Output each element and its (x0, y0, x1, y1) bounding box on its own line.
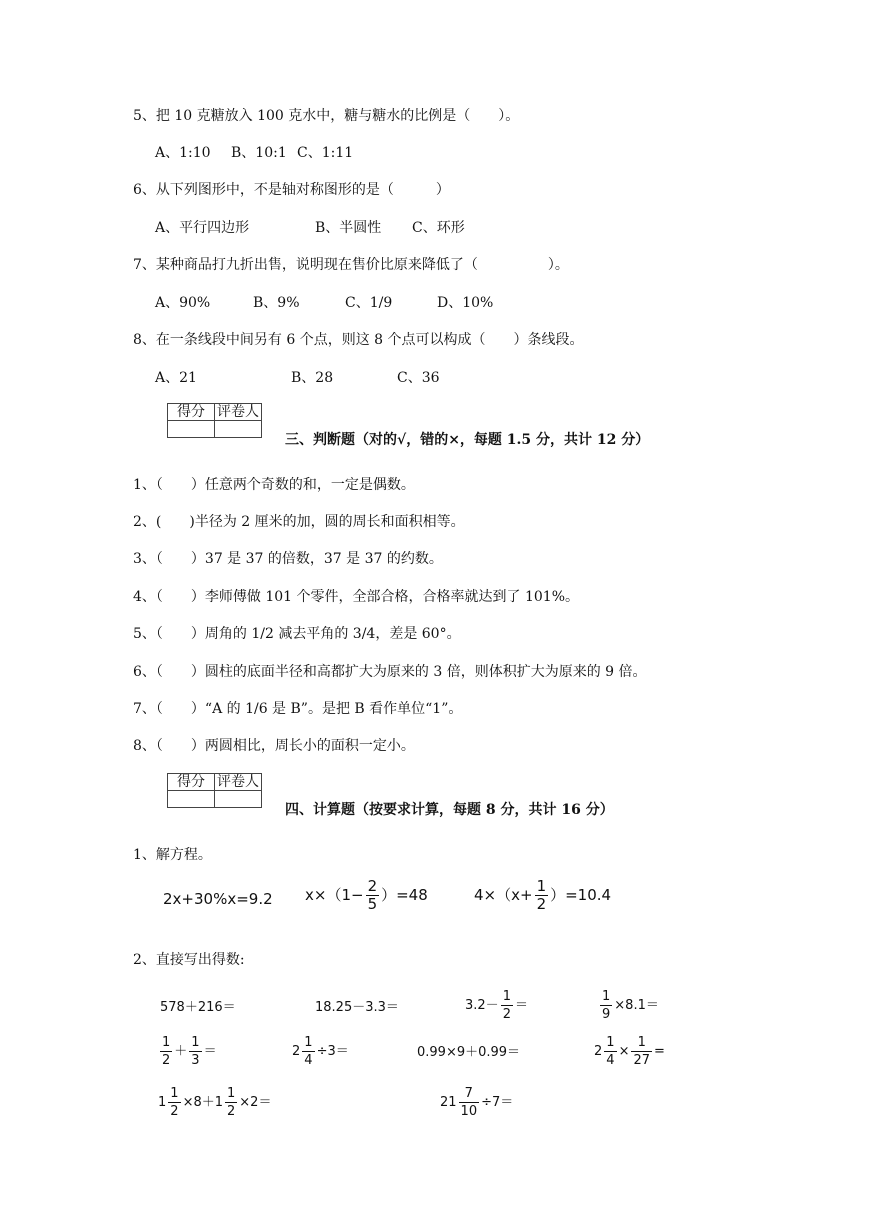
judge-item-1: 1、（ ）任意两个奇数的和，一定是偶数。 (133, 477, 415, 493)
calc-question-2: 2、直接写出得数: (133, 952, 245, 968)
option-7a: A、90% (155, 295, 211, 311)
calc-4: $\frac{1}{9}$ ×8.1＝ (602, 989, 659, 1022)
score-label: 得分 (168, 774, 215, 791)
option-6a: A、平行四边形 (155, 220, 250, 236)
fraction: $\frac{1}{2}$ (162, 1035, 171, 1068)
fraction: $\frac{1}{4}$ (606, 1035, 615, 1068)
calc-question-1: 1、解方程。 (133, 847, 212, 863)
judge-item-8: 8、（ ）两圆相比，周长小的面积一定小。 (133, 738, 415, 754)
judge-item-4: 4、（ ）李师傅做 101 个零件，全部合格，合格率就达到了 101%。 (133, 589, 580, 605)
calc-8: 2 $\frac{1}{4}$ × $\frac{1}{27}$ = (594, 1035, 665, 1068)
fraction: $\frac{1}{2}$ (170, 1086, 179, 1119)
fraction: $\frac{1}{2}$ (536, 877, 547, 913)
judge-item-3: 3、（ ）37 是 37 的倍数，37 是 37 的约数。 (133, 551, 443, 567)
equation-1: 2x+30%x=9.2 (163, 890, 273, 908)
score-label: 得分 (168, 404, 215, 421)
judge-item-5: 5、（ ）周角的 1/2 减去平角的 3/4，差是 60°。 (133, 626, 461, 642)
option-6b: B、半圆性 (315, 220, 382, 236)
calc-10: 21 $\frac{7}{10}$ ÷7＝ (440, 1086, 514, 1119)
question-8: 8、在一条线段中间另有 6 个点，则这 8 个点可以构成（ ）条线段。 (133, 332, 584, 348)
fraction: $\frac{1}{2}$ (502, 989, 511, 1022)
fraction: $\frac{1}{9}$ (602, 989, 611, 1022)
option-7d: D、10% (437, 295, 494, 311)
option-5b: B、10:1 (231, 145, 287, 161)
score-table-2 (167, 773, 262, 808)
calc-7: 0.99×9＋0.99＝ (417, 1045, 521, 1060)
calc-9: 1 $\frac{1}{2}$ ×8＋1 $\frac{1}{2}$ ×2＝ (158, 1086, 272, 1119)
calc-6: 2 $\frac{1}{4}$ ÷3＝ (292, 1035, 349, 1068)
option-7c: C、1/9 (345, 295, 393, 311)
option-8a: A、21 (155, 370, 197, 386)
option-8b: B、28 (291, 370, 334, 386)
option-6c: C、环形 (412, 220, 465, 236)
grader-label: 评卷人 (215, 774, 262, 791)
calc-3: 3.2－ $\frac{1}{2}$ ＝ (465, 989, 528, 1022)
calc-5: $\frac{1}{2}$ ＋ $\frac{1}{3}$ ＝ (162, 1035, 217, 1068)
question-5: 5、把 10 克糖放入 100 克水中，糖与糖水的比例是（ ）。 (133, 108, 520, 124)
equation-3: 4×（x+ $\frac{1}{2}$ ）=10.4 (474, 877, 612, 913)
judge-item-7: 7、（ ）“A 的 1/6 是 B”。是把 B 看作单位“1”。 (133, 701, 463, 717)
option-5a: A、1:10 (155, 145, 211, 161)
judge-item-6: 6、（ ）圆柱的底面半径和高都扩大为原来的 3 倍，则体积扩大为原来的 9 倍。 (133, 664, 647, 680)
fraction: $\frac{1}{2}$ (227, 1086, 236, 1119)
fraction: $\frac{7}{10}$ (460, 1086, 478, 1119)
judge-item-2: 2、( )半径为 2 厘米的加，圆的周长和面积相等。 (133, 514, 465, 530)
fraction: $\frac{1}{27}$ (633, 1035, 651, 1068)
score-table (167, 403, 262, 438)
calc-1: 578＋216＝ (160, 1000, 236, 1015)
grader-label: 评卷人 (215, 404, 262, 421)
score-cell (168, 421, 215, 438)
calc-2: 18.25－3.3＝ (315, 1000, 399, 1015)
fraction: $\frac{1}{4}$ (304, 1035, 313, 1068)
score-cell (168, 791, 215, 808)
option-5c: C、1:11 (297, 145, 354, 161)
section-4-title: 四、计算题（按要求计算，每题 8 分，共计 16 分） (285, 802, 614, 818)
grader-cell (215, 791, 262, 808)
option-7b: B、9% (253, 295, 300, 311)
grader-cell (215, 421, 262, 438)
question-7: 7、某种商品打九折出售，说明现在售价比原来降低了（ ）。 (133, 257, 569, 273)
fraction: $\frac{1}{3}$ (191, 1035, 200, 1068)
option-8c: C、36 (397, 370, 440, 386)
equation-2: x×（1− $\frac{2}{5}$ ）=48 (305, 877, 428, 913)
question-6: 6、从下列图形中，不是轴对称图形的是（ ） (133, 182, 450, 198)
fraction: $\frac{2}{5}$ (367, 877, 378, 913)
section-3-title: 三、判断题（对的√，错的×，每题 1.5 分，共计 12 分） (285, 432, 650, 448)
